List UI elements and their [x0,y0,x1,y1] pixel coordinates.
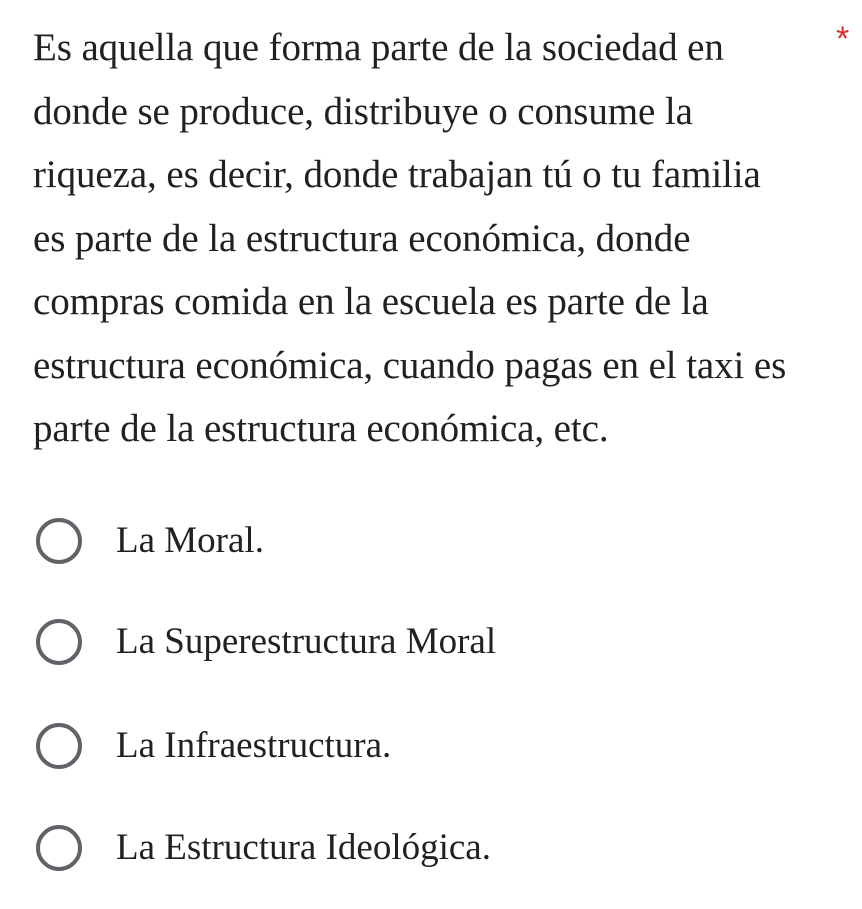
question-line: riqueza, es decir, donde trabajan tú o tu familia [33,153,761,196]
question-line: donde se produce, distribuye o consume la [33,89,693,133]
option-la-moral[interactable] [36,518,264,564]
question-line: compras comida en la escuela es parte de la [33,280,709,323]
question-line: es parte de la estructura económica, donde [33,216,691,260]
option-la-estructura-ideologica[interactable] [36,825,491,871]
required-asterisk: * [836,20,850,58]
option-label[interactable]: La Estructura Ideológica. [116,827,491,868]
option-label[interactable]: La Superestructura Moral [116,621,497,662]
question-line: Es aquella que forma parte de la sociedad en [33,26,724,69]
option-la-infraestructura[interactable] [36,723,391,769]
radio-button[interactable] [36,518,82,564]
option-la-superestructura-moral[interactable] [36,619,496,665]
radio-button[interactable] [36,619,82,665]
option-label[interactable]: La Infraestructura. [116,725,392,766]
radio-button[interactable] [36,825,82,871]
question-line: estructura económica, cuando pagas en el taxi es [33,343,787,387]
option-label[interactable]: La Moral. [116,520,264,561]
radio-button[interactable] [36,723,82,769]
question-text [33,16,833,461]
question-line: parte de la estructura económica, etc. [33,407,609,450]
